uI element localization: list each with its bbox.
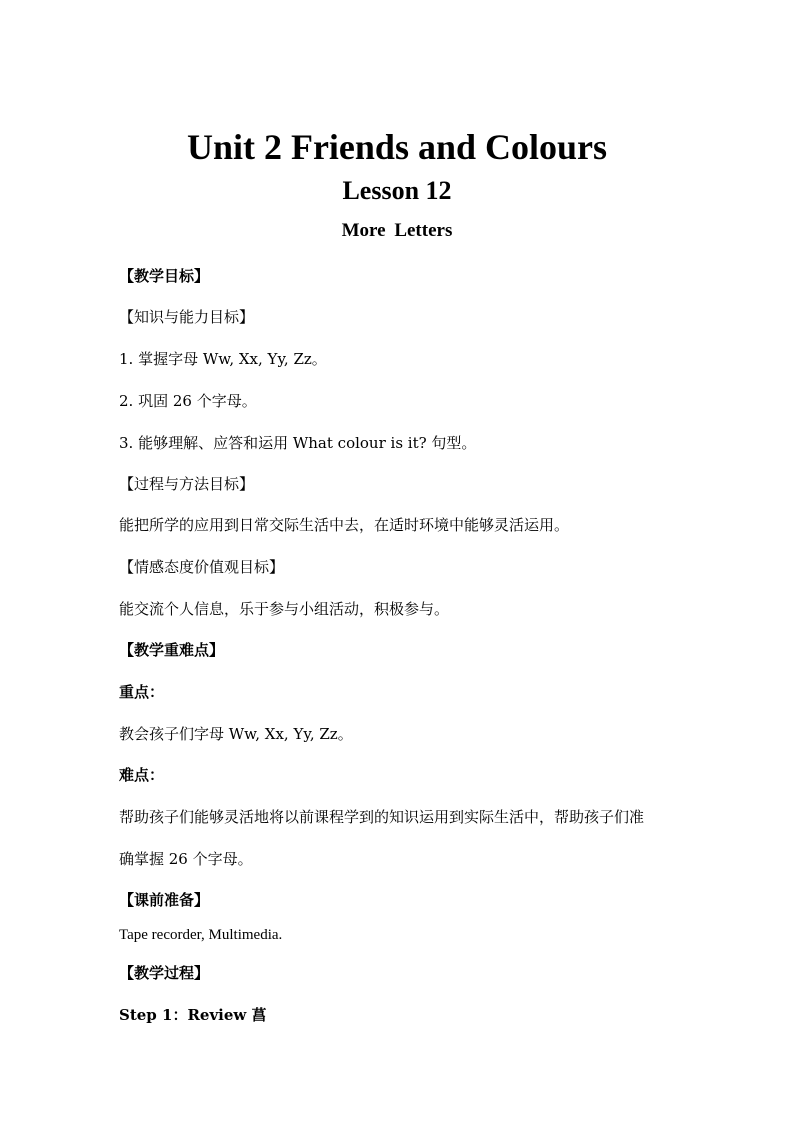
process-text: 能把所学的应用到日常交际生活中去，在适时环境中能够灵活运用。 (119, 516, 570, 534)
preparation-text: Tape recorder, Multimedia. (119, 927, 283, 943)
lesson-subtitle: More Letters (341, 220, 453, 241)
emotion-text: 能交流个人信息，乐于参与小组活动，积极参与。 (119, 600, 450, 618)
section-teaching-process: 【教学过程】 (119, 964, 210, 982)
document-title: Unit 2 Friends and Colours (186, 127, 608, 167)
section-process-method: 【过程与方法目标】 (119, 475, 255, 493)
knowledge-item: 2. 巩固 26 个字母。 (119, 392, 257, 410)
step-1-heading: Step 1：Review 菖 (119, 1006, 267, 1024)
difficult-label: 难点： (119, 766, 165, 784)
knowledge-item: 3. 能够理解、应答和运用 What colour is it? 句型。 (119, 434, 477, 452)
section-emotion-values: 【情感态度价值观目标】 (119, 558, 285, 576)
knowledge-item: 1. 掌握字母 Ww, Xx, Yy, Zz。 (119, 350, 327, 368)
section-key-difficult: 【教学重难点】 (119, 641, 225, 659)
key-text: 教会孩子们字母 Ww, Xx, Yy, Zz。 (119, 725, 353, 743)
lesson-heading: Lesson 12 (342, 176, 452, 205)
section-teaching-objectives: 【教学目标】 (119, 267, 210, 285)
difficult-text: 确掌握 26 个字母。 (119, 850, 253, 868)
key-label: 重点： (119, 683, 165, 701)
section-preparation: 【课前准备】 (119, 891, 210, 909)
section-knowledge-ability: 【知识与能力目标】 (119, 308, 255, 326)
difficult-text: 帮助孩子们能够灵活地将以前课程学到的知识运用到实际生活中，帮助孩子们准 (119, 808, 645, 826)
